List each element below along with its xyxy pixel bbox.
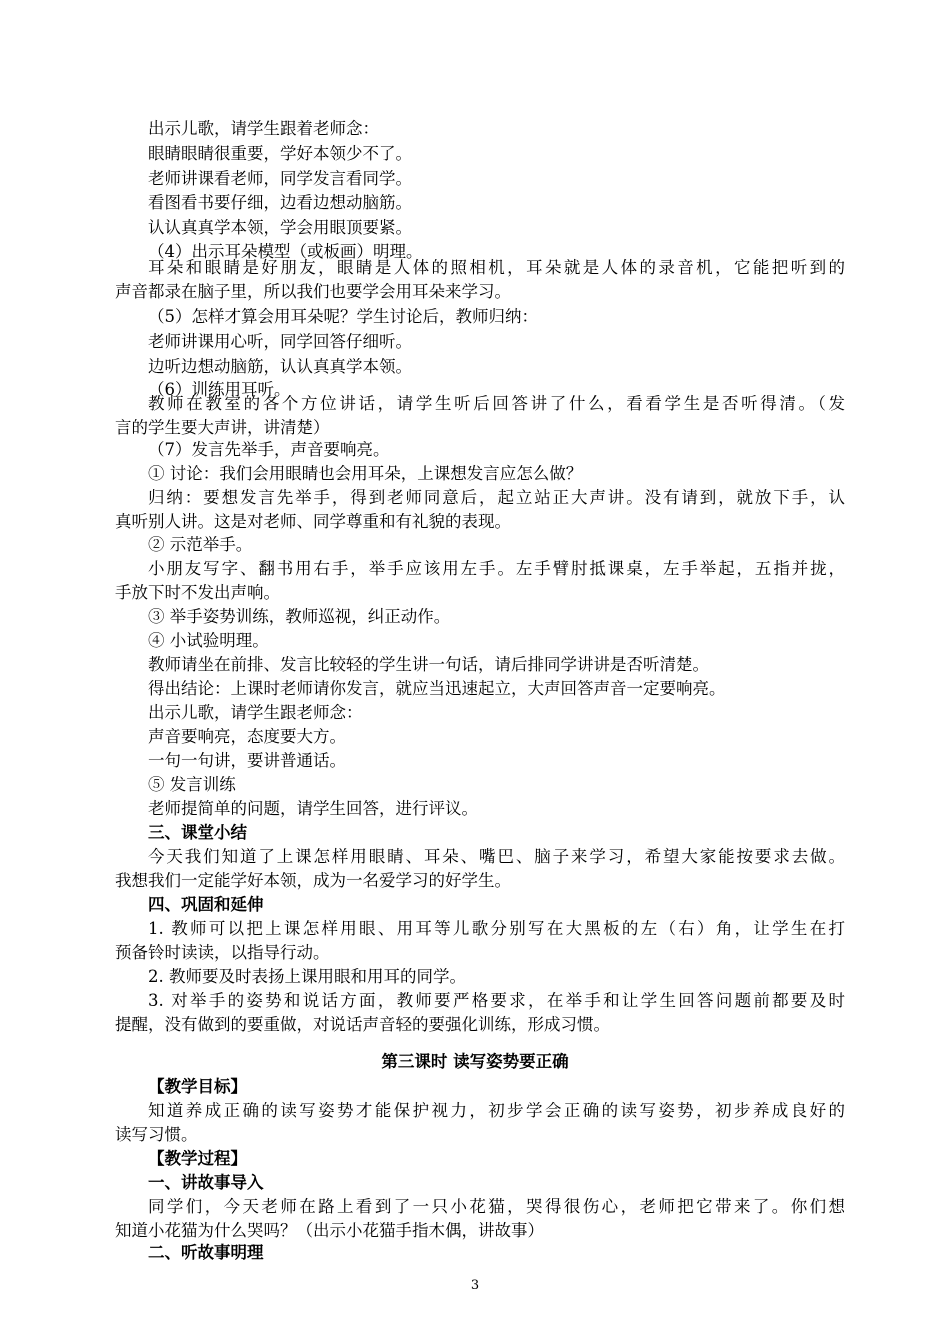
text-line: 读写习惯。 xyxy=(115,1125,198,1144)
text-line: 真听别人讲。这是对老师、同学尊重和有礼貌的表现。 xyxy=(115,512,511,531)
text-line: （4）出示耳朵模型（或板画）明理。 xyxy=(148,242,423,261)
text-line: ⑤ 发言训练 xyxy=(148,775,236,794)
text-line: 归纳：要想发言先举手，得到老师同意后，起立站正大声讲。没有请到，就放下手，认 xyxy=(148,488,845,507)
text-line: 老师讲课用心听，同学回答仔细听。 xyxy=(148,332,412,351)
text-line: 出示儿歌，请学生跟老师念： xyxy=(148,703,363,722)
text-line: 知道小花猫为什么哭吗？（出示小花猫手指木偶，讲故事） xyxy=(115,1221,544,1240)
text-line: 一句一句讲，要讲普通话。 xyxy=(148,751,346,770)
text-line: ① 讨论：我们会用眼睛也会用耳朵，上课想发言应怎么做？ xyxy=(148,464,583,483)
text-line: 预备铃时读读，以指导行动。 xyxy=(115,943,330,962)
text-line: （5）怎样才算会用耳朵呢？学生讨论后，教师归纳： xyxy=(148,307,538,326)
section-heading: 【教学过程】 xyxy=(148,1149,247,1168)
text-line: ③ 举手姿势训练，教师巡视，纠正动作。 xyxy=(148,607,451,626)
text-line: （7）发言先举手，声音要响亮。 xyxy=(148,440,390,459)
text-line: 知道养成正确的读写姿势才能保护视力，初步学会正确的读写姿势，初步养成良好的 xyxy=(148,1101,845,1120)
text-line: 我想我们一定能学好本领，成为一名爱学习的好学生。 xyxy=(115,871,511,890)
text-line: 言的学生要大声讲，讲清楚） xyxy=(115,418,330,437)
text-line: 老师提简单的问题，请学生回答，进行评议。 xyxy=(148,799,478,818)
lesson-title: 第三课时 读写姿势要正确 xyxy=(381,1052,569,1071)
text-line: 1. 教师可以把上课怎样用眼、用耳等儿歌分别写在大黑板的左（右）角，让学生在打 xyxy=(148,919,845,938)
text-line: 认认真真学本领，学会用眼顶要紧。 xyxy=(148,218,412,237)
text-line: 今天我们知道了上课怎样用眼睛、耳朵、嘴巴、脑子来学习，希望大家能按要求去做。 xyxy=(148,847,845,866)
page-number: 3 xyxy=(470,1278,480,1293)
text-line: 同学们，今天老师在路上看到了一只小花猫，哭得很伤心，老师把它带来了。你们想 xyxy=(148,1197,845,1216)
text-line: ② 示范举手。 xyxy=(148,535,253,554)
text-line: 耳朵和眼睛是好朋友，眼睛是人体的照相机，耳朵就是人体的录音机，它能把听到的 xyxy=(148,258,845,277)
text-line: 提醒，没有做到的要重做，对说话声音轻的要强化训练，形成习惯。 xyxy=(115,1015,610,1034)
text-line: 边听边想动脑筋，认认真真学本领。 xyxy=(148,357,412,376)
text-line: ④ 小试验明理。 xyxy=(148,631,269,650)
text-line: 2. 教师要及时表扬上课用眼和用耳的同学。 xyxy=(148,967,466,986)
text-line: 教师在教室的各个方位讲话，请学生听后回答讲了什么，看看学生是否听得清。（发 xyxy=(148,394,845,413)
text-line: 小朋友写字、翻书用右手，举手应该用左手。左手臂肘抵课桌，左手举起，五指并拢， xyxy=(148,559,845,578)
text-line: 3. 对举手的姿势和说话方面，教师要严格要求，在举手和让学生回答问题前都要及时 xyxy=(148,991,845,1010)
section-heading: 二、听故事明理 xyxy=(148,1243,264,1262)
text-line: 眼睛眼睛很重要，学好本领少不了。 xyxy=(148,144,412,163)
text-line: 声音都录在脑子里，所以我们也要学会用耳朵来学习。 xyxy=(115,282,511,301)
text-line: 出示儿歌，请学生跟着老师念： xyxy=(148,119,379,138)
text-line: 老师讲课看老师，同学发言看同学。 xyxy=(148,169,412,188)
text-line: 手放下时不发出声响。 xyxy=(115,583,280,602)
section-heading: 四、巩固和延伸 xyxy=(148,895,264,914)
text-line: 教师请坐在前排、发言比较轻的学生讲一句话，请后排同学讲讲是否听清楚。 xyxy=(148,655,709,674)
section-heading: 【教学目标】 xyxy=(148,1077,247,1096)
section-heading: 三、课堂小结 xyxy=(148,823,247,842)
text-line: （6）训练用耳听。 xyxy=(148,380,291,399)
text-line: 看图看书要仔细，边看边想动脑筋。 xyxy=(148,193,412,212)
section-heading: 一、讲故事导入 xyxy=(148,1173,264,1192)
text-line: 声音要响亮，态度要大方。 xyxy=(148,727,346,746)
text-line: 得出结论：上课时老师请你发言，就应当迅速起立，大声回答声音一定要响亮。 xyxy=(148,679,726,698)
